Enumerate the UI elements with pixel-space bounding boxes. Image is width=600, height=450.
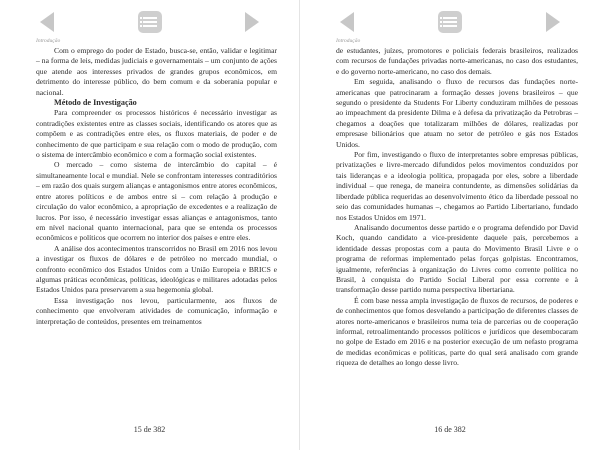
list-menu-icon[interactable] [138, 11, 162, 33]
paragraph: Em seguida, analisando o fluxo de recursos das fundações norte-americanas que patrocinaram a formação desses jovens brasileiros – que segundo o presidente da Students For Liberty conduziram milhões de pessoas ao impeachment da presidente Dilma e à defesa da privatização da Petrobras – chegamos a doações que totalizaram milhões de dólares, realizadas por empresase bilionários que atuam no setor de petróleo e gás nos Estados Unidos. [336, 77, 578, 149]
list-menu-icon[interactable] [438, 11, 462, 33]
triangle-left-icon[interactable] [340, 12, 354, 32]
page-number: 15 de 382 [133, 425, 166, 434]
triangle-right-icon[interactable] [245, 12, 259, 32]
paragraph: Essa investigação nos levou, particularmente, aos fluxos de conhecimento que envolveram atividades de comunicação, informação e interpretação de conteúdos, presentes em treinamentos [36, 295, 277, 326]
paragraph: É com base nessa ampla investigação de fluxos de recursos, de poderes e de conhecimentos que fomos desvelando a participação de diferentes classes de atores norte-americanos e brasileiros numa teia de parcerias ou de cooperação informal, retroalimentando processos políticos e jurídicos que desembocaram no golpe de Estado em 2016 e na posterior execução de um nefasto programa de medidas econômicas e políticas, parte do qual será analisado com grande riqueza de detalhes ao longo desse livro. [336, 295, 578, 368]
right-page-toolbar [300, 10, 600, 34]
right-page [300, 0, 600, 450]
right-page-text [336, 46, 578, 369]
left-page-text [36, 46, 277, 327]
paragraph: A análise dos acontecimentos transcorridos no Brasil em 2016 nos levou a investigar os fluxos de dólares e de petróleo no mercado mundial, o confronto econômico dos Estados Unidos com a União Europeia e BRICS e algumas práticas econômicas, políticas, ideológicas e militares adotadas pelos Estados Unidos para preservarem a sua hegemonia global. [36, 243, 277, 295]
paragraph: Com o emprego do poder de Estado, busca-se, então, validar e legitimar – na forma de leis, medidas judiciais e governamentais – um conjunto de ações que atende aos interesses privados de grandes grupos econômicos, em detrimento do interesse público, do bem comum e da soberania popular e nacional. [36, 46, 277, 97]
left-page-toolbar [0, 10, 299, 34]
running-head: Introdução [336, 38, 361, 44]
page-number: 16 de 382 [434, 425, 466, 434]
paragraph: Para compreender os processos históricos é necessário investigar as contradições existentes entre as classes sociais, identificando os atores que as compõem e as contradições entre eles, os fluxos materiais, de poder e de conhecimento de que participam e sua relação com o modo de produção, com o sistema de intercâmbio econômico e com a formação social existentes. [36, 108, 277, 160]
paragraph: de estudantes, juízes, promotores e policiais federais brasileiros, realizados com recursos de fundações privadas norte-americanas, no caso dos estudantes, e do governo norte-americano, no caso dos demais. [336, 46, 578, 76]
triangle-right-icon[interactable] [546, 12, 560, 32]
triangle-left-icon[interactable] [40, 12, 54, 32]
paragraph: Por fim, investigando o fluxo de interpretantes sobre empresas públicas, privatizações e livre-mercado difundidos pelos movimentos conduzidos por tais lideranças e a ideologia política, propagada por eles, sobre a liberdade individual – que renega, de maneira contundente, as dimensões solidárias da liberdade pública requeridas ao desenvolvimento ético da liberdade pessoal no seio das comunidades humanas –, chegamos ao Partido Libertariano, fundado nos Estados Unidos em 1971. [336, 150, 578, 222]
running-head: Introdução [36, 38, 61, 44]
section-heading: Método de Investigação [54, 98, 137, 108]
paragraph: Analisando documentos desse partido e o programa defendido por David Koch, quando candidato a vice-presidente daquele país, percebemos a identidade dessas propostas com a pauta do Movimento Brasil Livre e o programa de reformas implementado pelas forças golpistas. Encontramos, igualmente, referências à organização do Livres como corrente política no Brasil, à conquista do Partido Social Liberal por essa corrente e à transformação desse partido numa perspectiva libertariana. [336, 222, 578, 295]
paragraph: O mercado – como sistema de intercâmbio do capital – é simultaneamente local e mundial. Nele se confrontam interesses contraditórios – em razão dos quais surgem alianças e antagonismos entre atores econômicos, entre atores políticos e de ambos entre si – com relação à produção e circulação do valor econômico, a apropriação de excedentes e a realização de lucros. Por isso, é necessário investigar essas alianças e antagonismos, tanto em nível nacional quanto internacional, para que se entenda os processos econômicos e políticos que ocorrem no interior dos países e entre eles. [36, 160, 277, 243]
